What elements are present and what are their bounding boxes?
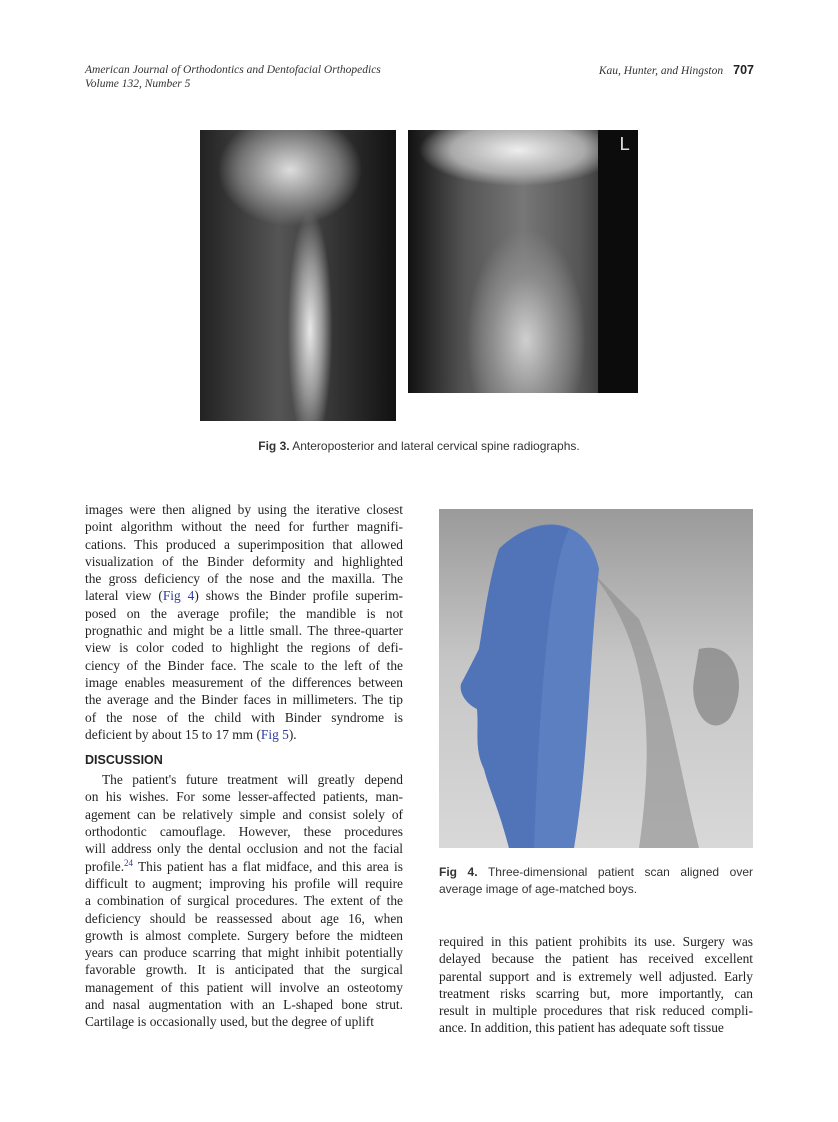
fig4-caption-text: Three-dimensional patient scan aligned over bbox=[487, 865, 754, 879]
text-line: orthodontic camouflage. However, these procedures bbox=[85, 824, 403, 840]
running-header-left bbox=[85, 63, 381, 91]
text-line: will address only the dental occlusion and not the facial bbox=[85, 841, 403, 857]
text-line: growth is almost complete. Surgery before the midteen bbox=[85, 927, 403, 943]
fig3-caption-text: Anteroposterior and lateral cervical spine radiographs. bbox=[292, 439, 580, 453]
text-line: point algorithm without the need for further magnifi- bbox=[85, 519, 403, 535]
text-line: difficult to augment; improving his profile will require bbox=[85, 875, 403, 891]
paragraph bbox=[85, 771, 403, 1030]
text-line: management of this patient will involve an osteotomy bbox=[85, 979, 403, 995]
text-line: view is color coded to highlight the regions of defi- bbox=[85, 640, 403, 656]
journal-name: American Journal of Orthodontics and Dentofacial Orthopedics bbox=[85, 64, 381, 76]
text-line: the gross deficiency of the nose and the maxilla. The bbox=[85, 571, 403, 587]
paragraph bbox=[85, 501, 403, 743]
text-line: favorable growth. It is anticipated that the surgical bbox=[85, 962, 403, 978]
left-column bbox=[85, 501, 403, 1031]
text-line: deficient by about 15 to 17 mm (Fig 5). bbox=[85, 726, 297, 742]
figure-reference-link[interactable]: Fig 4 bbox=[162, 588, 195, 604]
section-heading: DISCUSSION bbox=[85, 753, 163, 768]
text-line: agement can be relatively simple and consist solely of bbox=[85, 806, 403, 822]
text-line: treatment risks scarring but, more importantly, can bbox=[439, 985, 753, 1001]
text-line: parental support and is extremely well adjusted. Early bbox=[439, 968, 753, 984]
fig4-caption-line: average image of age-matched boys. bbox=[439, 882, 638, 897]
anteroposterior-cervical-radiograph bbox=[408, 130, 638, 393]
text-line: of the nose of the child with Binder syndrome is bbox=[85, 709, 403, 725]
fig4-caption-line bbox=[439, 864, 753, 881]
paragraph bbox=[439, 933, 753, 1037]
text-line: on his wishes. For some lesser-affected patients, man- bbox=[85, 789, 403, 805]
right-column bbox=[439, 933, 753, 1037]
fig3-label: Fig 3. bbox=[258, 439, 290, 453]
page-number: 707 bbox=[733, 63, 754, 77]
text-line: deficiency should be reassessed about age 16, when bbox=[85, 910, 403, 926]
text-line: delayed because the patient has received excellent bbox=[439, 951, 753, 967]
text-line: a combination of surgical procedures. The extent of the bbox=[85, 893, 403, 909]
text-line: result in multiple procedures that risk reduced compli- bbox=[439, 1003, 753, 1019]
side-marker: L bbox=[619, 134, 630, 155]
text-line: visualization of the Binder deformity and highlighted bbox=[85, 553, 403, 569]
text-line: The patient's future treatment will greatly depend bbox=[102, 772, 403, 788]
citation-reference-link[interactable]: 24 bbox=[124, 857, 134, 868]
text-line: profile.$^{24}$ This patient has a flat midface, and this area is bbox=[85, 857, 403, 874]
authors: Kau, Hunter, and Hingston bbox=[598, 65, 724, 77]
text-line: required in this patient prohibits its use. Surgery was bbox=[439, 934, 753, 949]
journal-volume: Volume 132, Number 5 bbox=[85, 78, 191, 90]
text-line: cations. This produced a superimposition that allowed bbox=[85, 536, 403, 552]
fig4-label: Fig 4. bbox=[439, 865, 478, 879]
fig4-caption bbox=[439, 864, 753, 899]
text-line: and nasal augmentation with an L-shaped bone strut. bbox=[85, 997, 403, 1013]
text-line: ance. In addition, this patient has adequate soft tissue bbox=[439, 1020, 724, 1036]
text-line: posed on the average profile; the mandible is not bbox=[85, 605, 403, 621]
text-line: prognathic and might be a little small. The three-quarter bbox=[85, 623, 403, 639]
text-line: image enables measurement of the differences between bbox=[85, 674, 403, 690]
text-line: ciency of the Binder face. The scale to the left of the bbox=[85, 657, 403, 673]
text-line: years can produce scarring that might inhibit potentially bbox=[85, 945, 403, 961]
text-line: Cartilage is occasionally used, but the degree of uplift bbox=[85, 1014, 374, 1030]
figure-reference-link[interactable]: Fig 5 bbox=[260, 726, 289, 742]
running-header-right bbox=[599, 63, 754, 78]
fig4-3d-scan-image bbox=[439, 509, 753, 848]
text-line: lateral view (Fig 4) shows the Binder profile superim- bbox=[85, 588, 403, 604]
text-line: the average and the Binder faces in millimeters. The tip bbox=[85, 692, 403, 708]
fig3-caption bbox=[0, 438, 838, 454]
text-line: images were then aligned by using the iterative closest bbox=[85, 502, 403, 517]
lateral-cervical-radiograph bbox=[200, 130, 396, 421]
